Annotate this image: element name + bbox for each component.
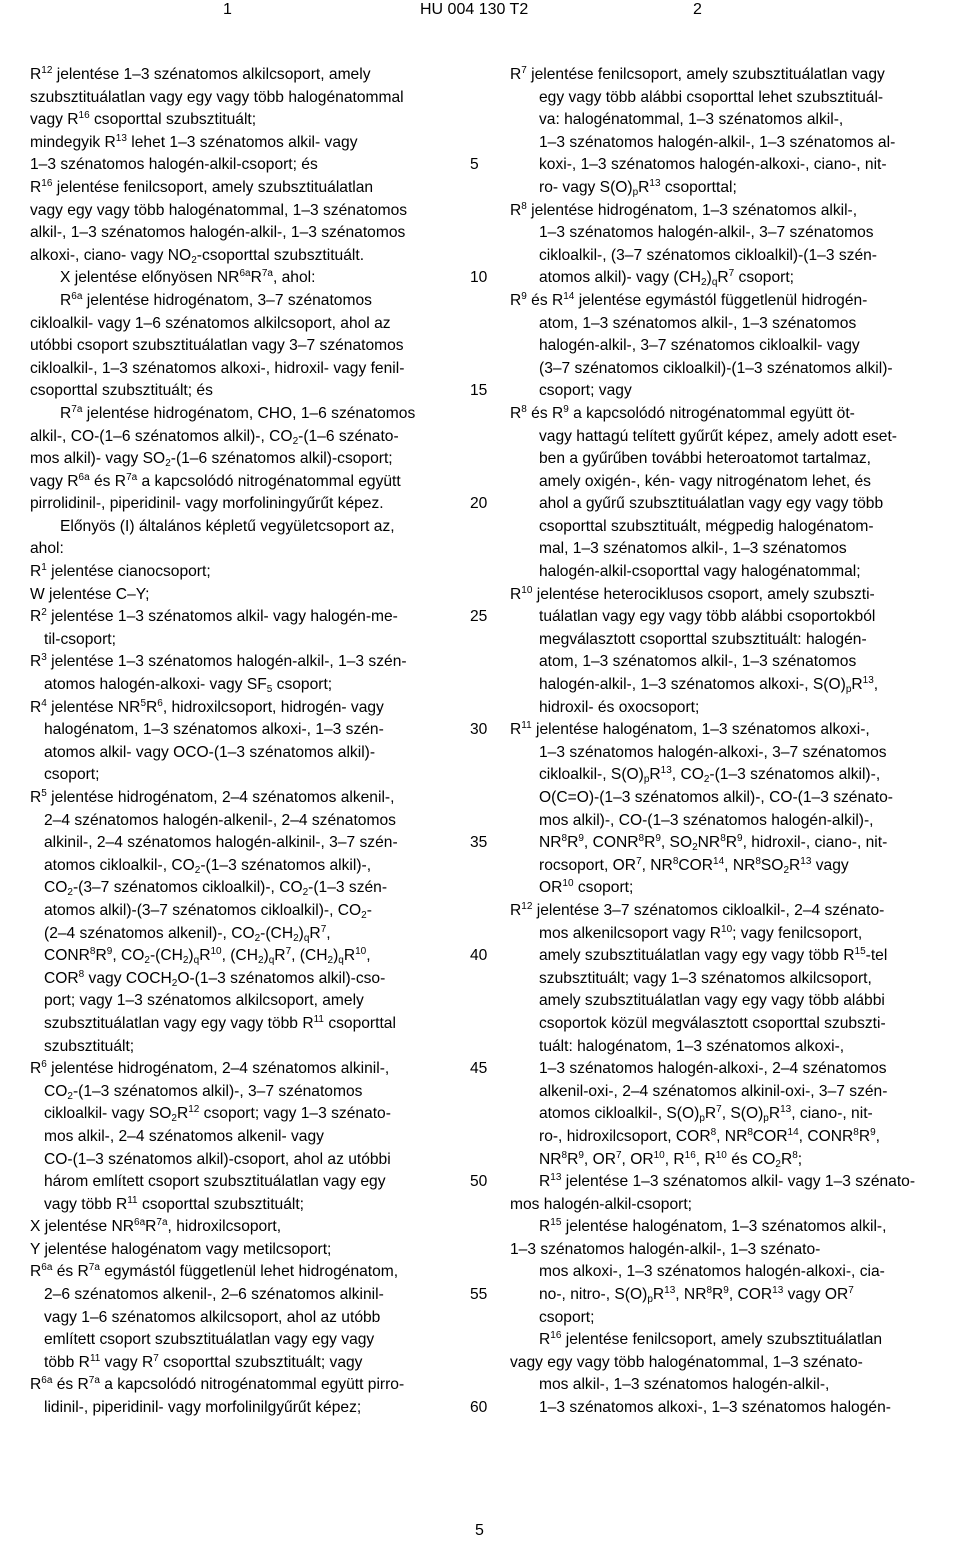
right-column-line: $R^{10}$ jelentése heterociklusos csoport, amely szubszti- xyxy=(510,584,875,603)
right-column-line: ahol a gyűrű szubsztituálatlan vagy egy vagy több xyxy=(539,495,884,513)
left-column-line: vagy egy vagy több halogénatommal, 1–3 szénatomos xyxy=(30,201,408,219)
line-number: 45 xyxy=(470,1060,488,1078)
left-column-line: $R^{6a}$ jelentése hidrogénatom, 3–7 szénatomos xyxy=(60,290,372,309)
right-column-line: 1–3 szénatomos halogén-alkoxi-, 2–4 szénatomos xyxy=(539,1060,887,1078)
right-column-line: csoportok közül megválasztott csoporttal szubszti- xyxy=(539,1014,886,1032)
line-number: 10 xyxy=(470,269,488,287)
right-column-line: O(C=O)-(1–3 szénatomos alkil)-, CO-(1–3 szénato- xyxy=(539,789,894,806)
left-column-line: atomos halogén-alkoxi- vagy $SF_5$ csoport; xyxy=(44,676,333,696)
left-column-line: lidinil-, piperidinil- vagy morfolinilgyűrűt képez; xyxy=(44,1399,362,1417)
left-column-line: $R^{6a}$ és $R^{7a}$ egymástól függetlenül lehet hidrogénatom, xyxy=(30,1262,399,1281)
right-column-line: $R^8$ és $R^9$ a kapcsolódó nitrogénatommal együtt öt- xyxy=(510,403,855,422)
line-number: 30 xyxy=(470,721,488,739)
left-column-line: alkinil-, 2–4 szénatomos halogén-alkinil-, 3–7 szén- xyxy=(44,834,398,852)
left-text-column xyxy=(30,64,450,1420)
left-column-line: szubsztituálatlan vagy egy vagy több $R^{11}$ csoporttal xyxy=(44,1013,396,1032)
line-number: 35 xyxy=(470,834,488,852)
page-number-right: 2 xyxy=(693,1,702,18)
right-column-line: 1–3 szénatomos halogén-alkil-, 1–3 szénatomos al- xyxy=(539,133,896,151)
right-column-line: szubsztituált; vagy 1–3 szénatomos alkilcsoport, xyxy=(539,969,872,987)
left-column-line: három említett csoport szubsztituálatlan vagy egy xyxy=(44,1173,386,1191)
left-column-line: W jelentése C–Y; xyxy=(30,585,150,603)
left-column-line: vagy 1–6 szénatomos alkilcsoport, ahol az utóbb xyxy=(44,1308,381,1326)
right-column-line: OR$^{10}$ csoport; xyxy=(539,878,634,897)
right-column-line: 1–3 szénatomos halogén-alkoxi-, 3–7 szénatomos xyxy=(539,743,887,761)
left-column-line: szubsztituált; xyxy=(44,1037,135,1055)
right-column-line: (3–7 szénatomos cikloalkil)-(1–3 szénatomos alkil)- xyxy=(539,359,893,377)
left-column-line: (2–4 szénatomos alkenil)-, $CO_2-(CH_2)_qR^7$, xyxy=(44,923,331,944)
right-column-line: tuált: halogénatom, 1–3 szénatomos alkoxi-, xyxy=(539,1037,845,1055)
right-column-line: amely szubsztituálatlan vagy egy vagy több $R^{15}$-tel xyxy=(539,946,888,965)
right-column-line: atom, 1–3 szénatomos alkil-, 1–3 szénatomos xyxy=(539,653,857,671)
left-column-line: $R^{16}$ jelentése fenilcsoport, amely szubsztituálatlan xyxy=(30,177,374,196)
left-column-line: alkil-, 1–3 szénatomos halogén-alkil-, 1–3 szénatomos xyxy=(30,224,406,242)
right-column-line: csoport; vagy xyxy=(539,382,632,400)
left-column-line: atomos cikloalkil-, $CO_2-(1-3$ szénatomos alkil)-, xyxy=(44,856,372,876)
right-column-line: amely oxigén-, kén- vagy nitrogénatom lehet, és xyxy=(539,472,871,490)
left-column-line: $R^5$ jelentése hidrogénatom, 2–4 szénatomos alkenil-, xyxy=(30,788,395,806)
right-column-line: mos alkil)-, CO-(1–3 szénatomos halogén-alkil)-, xyxy=(539,811,874,829)
left-column-line: atomos alkil)-(3–7 szénatomos cikloalkil)-, $CO_2-$ xyxy=(44,901,372,921)
right-column-line: 1–3 szénatomos alkoxi-, 1–3 szénatomos halogén- xyxy=(539,1399,891,1417)
left-column-line: csoport; xyxy=(44,766,100,784)
right-column-line: atomos cikloalkil-, $S(O)_pR^7$, $S(O)_pR^{13}$, ciano-, nit- xyxy=(539,1104,873,1125)
right-column-line: $R^7$ jelentése fenilcsoport, amely szubsztituálatlan vagy xyxy=(510,65,885,83)
left-column-line: több $R^{11}$ vagy $R^7$ csoporttal szubsztituált; vagy xyxy=(44,1352,363,1371)
left-column-line: $R^{6a}$ és $R^{7a}$ a kapcsolódó nitrogénatommal együtt pirro- xyxy=(30,1375,405,1394)
line-number: 5 xyxy=(470,156,479,174)
right-column-line: rocsoport, $OR^7$, $NR^8COR^{14}$, $NR^8SO_2R^{13}$ vagy xyxy=(539,855,849,876)
left-column-line: COR$^8$ vagy $COCH_2O-(1-3$ szénatomos alkil)-cso- xyxy=(44,968,386,989)
right-column-line: $R^{11}$ jelentése halogénatom, 1–3 szénatomos alkoxi-, xyxy=(510,720,870,739)
right-column-line: mos alkoxi-, 1–3 szénatomos halogén-alkoxi-, cia- xyxy=(539,1263,885,1281)
right-column-line: vagy egy vagy több halogénatommal, 1–3 szénato- xyxy=(510,1353,863,1371)
right-column-line: mal, 1–3 szénatomos alkil-, 1–3 szénatomos xyxy=(539,540,847,558)
left-column-line: vagy több $R^{11}$ csoporttal szubsztituált; xyxy=(44,1194,305,1213)
right-column-line: hidroxil- és oxocsoport; xyxy=(539,698,700,716)
right-column-line: ben a gyűrűben további heteroatomot tartalmaz, xyxy=(539,450,872,468)
right-column-line: vagy hattagú telített gyűrűt képez, amely adott eset- xyxy=(539,427,897,445)
left-column-line: $R^6$ jelentése hidrogénatom, 2–4 szénatomos alkinil-, xyxy=(30,1059,390,1078)
right-column-line: 1–3 szénatomos halogén-alkil-, 3–7 szénatomos xyxy=(539,224,874,242)
left-column-line: vagy $R^{6a}$ és $R^{7a}$ a kapcsolódó nitrogénatommal együtt xyxy=(30,471,401,490)
right-column-line: egy vagy több alábbi csoporttal lehet szubsztituál- xyxy=(539,88,884,106)
right-column-line: halogén-alkil-, 3–7 szénatomos cikloalkil- vagy xyxy=(539,337,860,355)
right-column-line: koxi-, 1–3 szénatomos halogén-alkoxi-, ciano-, nit- xyxy=(539,156,887,174)
left-column-line: említett csoport szubsztituálatlan vagy egy vagy xyxy=(44,1331,375,1349)
left-column-line: cikloalkil- vagy 1–6 szénatomos alkilcsoport, ahol az xyxy=(30,314,391,332)
left-column-line: pirrolidinil-, piperidinil- vagy morfoliningyűrűt képez. xyxy=(30,495,384,513)
left-column-line: cikloalkil- vagy $SO_2R^{12}$ csoport; vagy 1–3 szénato- xyxy=(44,1104,391,1125)
right-column-line: tuálatlan vagy egy vagy több alábbi csoportokból xyxy=(539,608,876,626)
line-number: 50 xyxy=(470,1173,488,1191)
left-column-line: 1–3 szénatomos halogén-alkil-csoport; és xyxy=(30,156,318,174)
left-column-line: port; vagy 1–3 szénatomos alkilcsoport, amely xyxy=(44,992,364,1010)
right-column-line: mos alkenilcsoport vagy $R^{10}$; vagy fenilcsoport, xyxy=(539,923,863,942)
left-column-line: $R^{7a}$ jelentése hidrogénatom, CHO, 1–6 szénatomos xyxy=(60,403,416,422)
right-column-line: $NR^8R^9$, $OR^7$, OR$^{10}$, $R^{16}$, $R^{10}$ és $CO_2R^8$; xyxy=(539,1149,803,1170)
left-column-line: til-csoport; xyxy=(44,630,116,648)
left-column-line: cikloalkil-, 1–3 szénatomos alkoxi-, hidroxil- vagy fenil- xyxy=(30,359,405,377)
left-column-line: alkoxi-, ciano- vagy $NO_2$-csoporttal szubsztituált. xyxy=(30,246,365,266)
left-column-line: $R^{12}$ jelentése 1–3 szénatomos alkilcsoport, amely xyxy=(30,65,371,83)
left-column-line: halogénatom, 1–3 szénatomos alkoxi-, 1–3 szén- xyxy=(44,721,384,739)
right-column-line: alkenil-oxi-, 2–4 szénatomos alkinil-oxi-, 3–7 szén- xyxy=(539,1082,888,1100)
right-column-line: mos halogén-alkil-csoport; xyxy=(510,1195,693,1213)
line-number: 60 xyxy=(470,1399,488,1417)
right-column-line: $R^{13}$ jelentése 1–3 szénatomos alkil- vagy 1–3 szénato- xyxy=(539,1172,916,1191)
patent-number: HU 004 130 T2 xyxy=(420,1,529,18)
right-column-line: csoport; xyxy=(539,1308,595,1326)
right-column-line: no-, nitro-, $S(O)_pR^{13}$, $NR^8R^9$, COR$^{13}$ vagy $OR^7$ xyxy=(539,1285,854,1306)
right-column-line: megválasztott csoporttal szubsztituált: halogén- xyxy=(539,630,867,648)
right-column-line: $R^{15}$ jelentése halogénatom, 1–3 szénatomos alkil-, xyxy=(539,1217,887,1236)
left-column-line: 2–6 szénatomos alkenil-, 2–6 szénatomos alkinil- xyxy=(44,1286,384,1304)
right-column-line: atom, 1–3 szénatomos alkil-, 1–3 szénatomos xyxy=(539,314,857,332)
right-column-line: atomos alkil)- vagy $(CH_2)_qR^7$ csoport; xyxy=(539,268,795,289)
left-column-line: Előnyös (I) általános képletű vegyületcsoport az, xyxy=(60,517,395,535)
left-column-line: alkil-, CO-(1–6 szénatomos alkil)-, $CO_2-(1-6$ szénato- xyxy=(30,427,399,447)
page-number-left: 1 xyxy=(223,1,232,18)
left-column-line: atomos alkil- vagy OCO-(1–3 szénatomos alkil)- xyxy=(44,743,376,761)
left-column-line: Y jelentése halogénatom vagy metilcsoport; xyxy=(30,1240,332,1258)
right-column-line: cikloalkil-, $S(O)_pR^{13}$, $CO_2-(1-3$ szénatomos alkil)-, xyxy=(539,765,881,786)
left-column-line: $CO_2-(3-7$ szénatomos cikloalkil)-, $CO_2-(1-3$ szén- xyxy=(44,879,388,899)
left-column-line: $R^2$ jelentése 1–3 szénatomos alkil- vagy halogén-me- xyxy=(30,607,398,626)
left-column-line: mos alkil)- vagy $SO_2-(1-6$ szénatomos alkil)-csoport; xyxy=(30,450,393,470)
right-column-line: va: halogénatommal, 1–3 szénatomos alkil-, xyxy=(539,111,844,129)
left-column-line: $R^3$ jelentése 1–3 szénatomos halogén-alkil-, 1–3 szén- xyxy=(30,652,407,671)
left-column-line: ahol: xyxy=(30,540,64,558)
right-column-line: halogén-alkil-, 1–3 szénatomos alkoxi-, $S(O)_pR^{13}$, xyxy=(539,675,879,696)
right-column-line: $R^9$ és $R^{14}$ jelentése egymástól függetlenül hidrogén- xyxy=(510,290,868,309)
right-column-line: ro-, hidroxilcsoport, COR$^8$, $NR^8COR^{14}$, $CONR^8R^9$, xyxy=(539,1126,880,1145)
right-column-line: $R^{16}$ jelentése fenilcsoport, amely szubsztituálatlan xyxy=(539,1330,883,1349)
left-column-line: $R^4$ jelentése $NR^5R^6$, hidroxilcsoport, hidrogén- vagy xyxy=(30,697,384,716)
left-column-line: vagy $R^{16}$ csoporttal szubsztituált; xyxy=(30,110,257,129)
right-column-line: halogén-alkil-csoporttal vagy halogénatommal; xyxy=(539,563,861,581)
line-number: 40 xyxy=(470,947,488,965)
right-column-line: csoporttal szubsztituált, mégpedig halogénatom- xyxy=(539,517,874,535)
line-number: 55 xyxy=(470,1286,488,1304)
left-column-line: X jelentése előnyösen $NR^{6a}R^{7a}$, ahol: xyxy=(60,268,316,287)
left-column-line: CO-(1–3 szénatomos alkil)-csoport, ahol az utóbbi xyxy=(44,1150,391,1168)
left-column-line: szubsztituálatlan vagy egy vagy több halogénatommal xyxy=(30,88,404,106)
line-number: 15 xyxy=(470,382,488,400)
right-column-line: ro- vagy $S(O)_pR^{13}$ csoporttal; xyxy=(539,177,737,198)
right-column-line: mos alkil-, 1–3 szénatomos halogén-alkil-, xyxy=(539,1376,830,1394)
left-column-line: utóbbi csoport szubsztituálatlan vagy 3–7 szénatomos xyxy=(30,337,404,355)
right-column-line: amely szubsztituálatlan vagy egy vagy több alábbi xyxy=(539,992,885,1010)
right-column-line: 1–3 szénatomos halogén-alkil-, 1–3 szénato- xyxy=(510,1240,821,1258)
line-number: 20 xyxy=(470,495,488,513)
left-column-line: $CO_2-(1-3$ szénatomos alkil)-, 3–7 szénatomos xyxy=(44,1082,363,1102)
left-column-line: csoporttal szubsztituált; és xyxy=(30,382,213,400)
left-column-line: $R^1$ jelentése cianocsoport; xyxy=(30,562,211,581)
line-number: 25 xyxy=(470,608,488,626)
right-column-line: $R^{12}$ jelentése 3–7 szénatomos cikloalkil-, 2–4 szénato- xyxy=(510,900,885,919)
right-text-column xyxy=(510,64,950,1420)
left-column-line: mos alkil-, 2–4 szénatomos alkenil- vagy xyxy=(44,1127,324,1145)
page-footer-number: 5 xyxy=(475,1522,484,1539)
left-column-line: $CONR^8R^9$, $CO_2-(CH_2)_qR^{10}$, $(CH_2)_qR^7$, $(CH_2)_qR^{10}$, xyxy=(44,946,371,967)
left-column-line: 2–4 szénatomos halogén-alkenil-, 2–4 szénatomos xyxy=(44,811,396,829)
right-column-line: cikloalkil-, (3–7 szénatomos cikloalkil)-(1–3 szén- xyxy=(539,246,877,264)
left-column-line: mindegyik $R^{13}$ lehet 1–3 szénatomos alkil- vagy xyxy=(30,132,358,151)
left-column-line: X jelentése $NR^{6a}R^{7a}$, hidroxilcsoport, xyxy=(30,1217,282,1236)
right-column-line: $R^8$ jelentése hidrogénatom, 1–3 szénatomos alkil-, xyxy=(510,200,858,219)
right-column-line: $NR^8R^9$, $CONR^8R^9$, $SO_2NR^8R^9$, hidroxil-, ciano-, nit- xyxy=(539,833,888,854)
